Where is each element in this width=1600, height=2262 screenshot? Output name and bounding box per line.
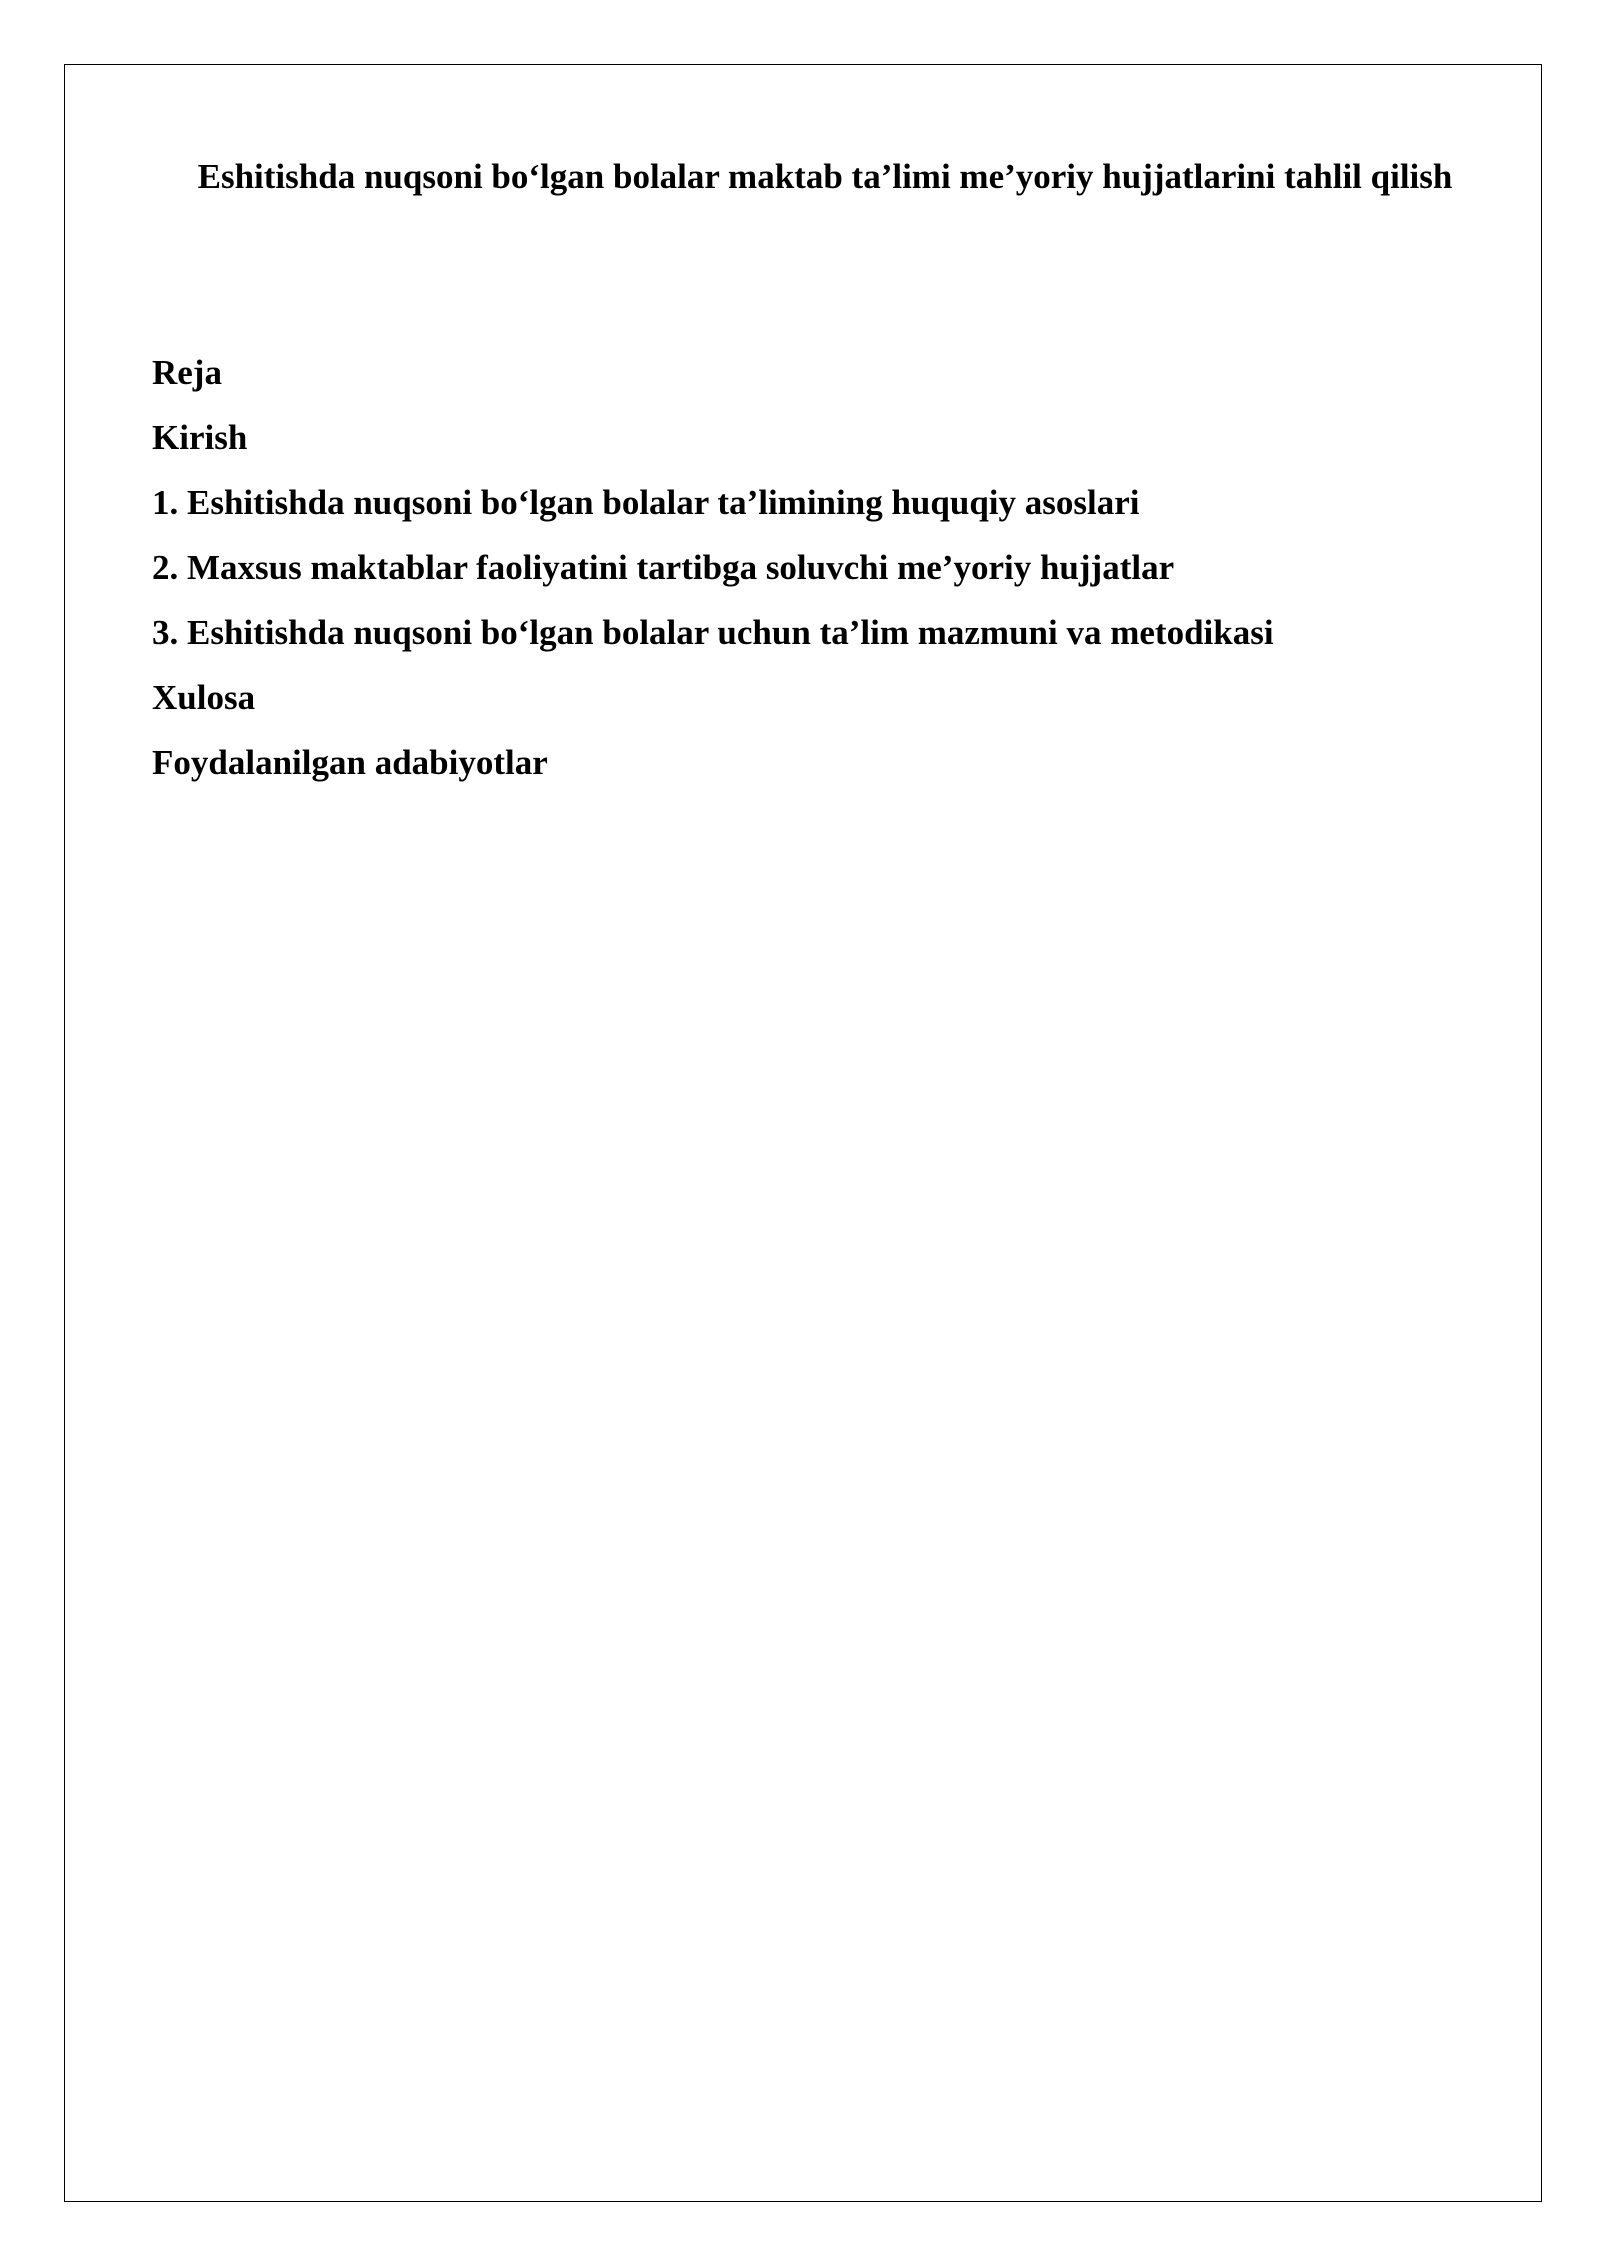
outline-item-conclusion: Xulosa bbox=[152, 678, 256, 717]
plan-heading: Reja bbox=[152, 353, 222, 392]
outline-item-references: Foydalanilgan adabiyotlar bbox=[152, 743, 548, 782]
plan-outline bbox=[152, 340, 1512, 795]
outline-item-2: 2. Maxsus maktablar faoliyatini tartibga soluvchi me’yoriy hujjatlar bbox=[152, 548, 1175, 587]
outline-item-1: 1. Eshitishda nuqsoni bo‘lgan bolalar ta’limining huquqiy asoslari bbox=[152, 483, 1140, 522]
document-title: Eshitishda nuqsoni bo‘lgan bolalar maktab ta’limi me’yoriy hujjatlarini tahlil qilish bbox=[197, 157, 1453, 196]
outline-item-3: 3. Eshitishda nuqsoni bo‘lgan bolalar uchun ta’lim mazmuni va metodikasi bbox=[152, 613, 1274, 652]
outline-item-introduction: Kirish bbox=[152, 418, 248, 457]
